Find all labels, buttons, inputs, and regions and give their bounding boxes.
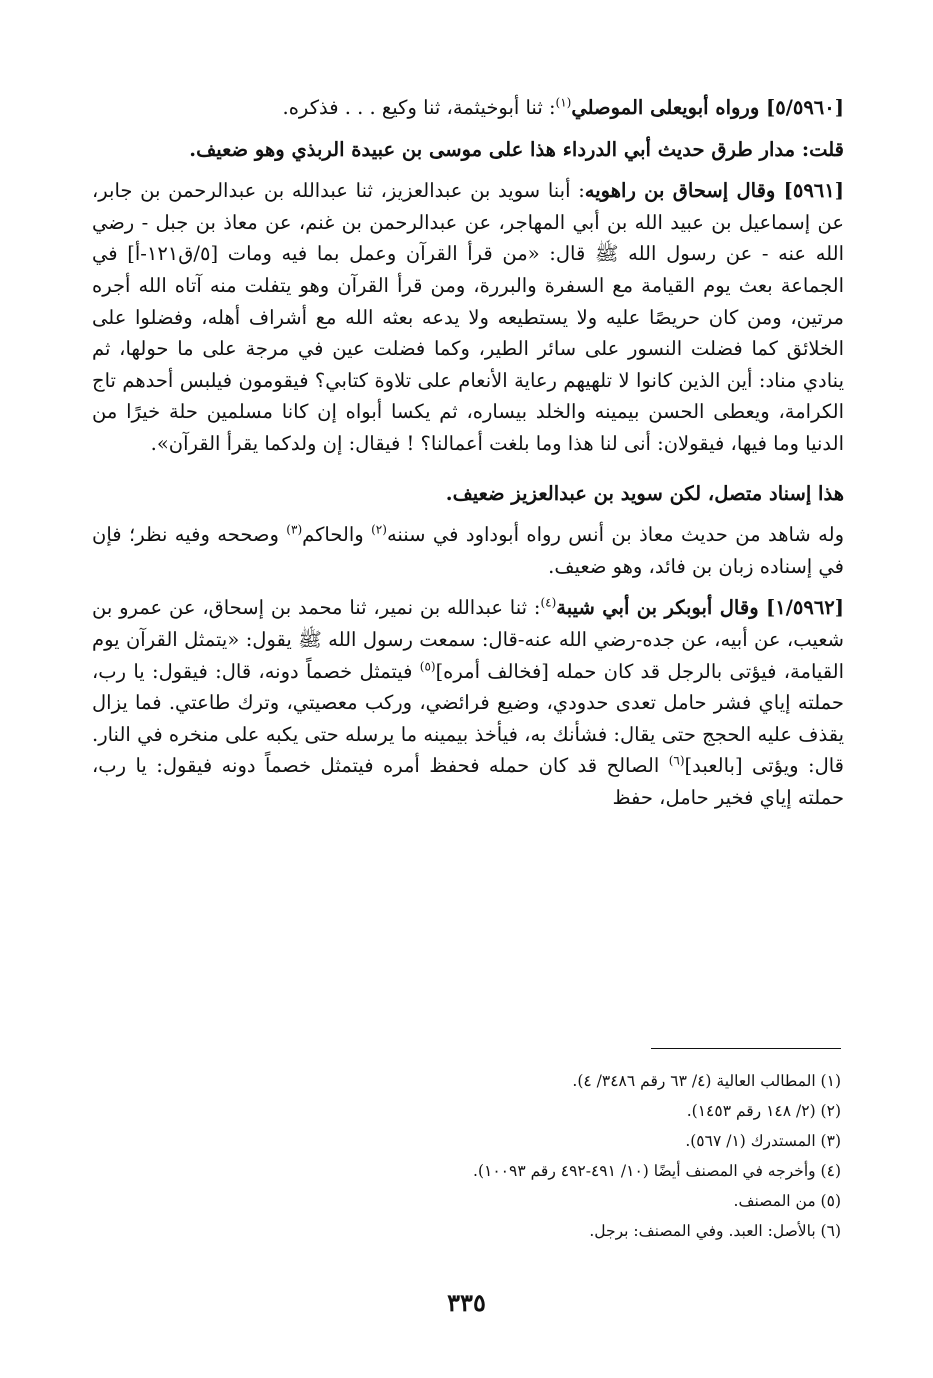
commentary-text: والحاكم (302, 523, 372, 547)
commentary-paragraph (92, 519, 844, 582)
entry-text: : ثنا أبوخيثمة، ثنا وكيع . . . فذكره. (282, 96, 556, 119)
footnote-ref: (٢) (371, 522, 387, 537)
entry-5961 (92, 175, 844, 459)
entry-text: فيتمثل خصماً دونه، قال: فيقول: يا رب، حملته إياي فشر حامل تعدى حدودي، وضيع فرائضي، وركب معصيتي، وترك طاعتي. فما يزال يقذف عليه الحجج حتى يقال: فشأنك به، فيأخذ بيمينه ما يرسله حتى يكبه على منخره في النار. قال: ويؤتى [بالعبد] (92, 659, 844, 778)
entry-heading: وقال أبوبكر بن أبي شيبة (556, 596, 759, 620)
page-number: ٣٣٥ (447, 1288, 486, 1317)
footnote-ref: (٥) (419, 659, 436, 673)
entry-5960 (92, 92, 844, 124)
page-body (92, 92, 844, 813)
footnote-item: (١) المطالب العالية (٤/ ٦٣ رقم ٣٤٨٦/ ٤). (572, 1072, 841, 1090)
footnote-item: (٦) بالأصل: العبد. وفي المصنف: برجل. (589, 1222, 841, 1240)
entry-id: [٥٩٦١] (775, 179, 844, 203)
entry-id: [٥/٥٩٦٠] (759, 96, 844, 119)
footnote-item: (٤) وأخرجه في المصنف أيضًا (١٠/ ٤٩١-٤٩٢ رقم ١٠٠٩٣). (473, 1162, 841, 1180)
footnote-divider (651, 1048, 841, 1049)
entry-id: [١/٥٩٦٢] (758, 596, 845, 620)
entry-5962 (92, 592, 844, 813)
commentary-note: هذا إسناد متصل، لكن سويد بن عبدالعزيز ضعيف. (445, 481, 844, 505)
footnote-ref: (٤) (540, 595, 557, 610)
footnote-ref: (٦) (668, 753, 685, 768)
entry-text: : أبنا سويد بن عبدالعزيز، ثنا عبدالله بن عبدالرحمن بن جابر، عن إسماعيل بن عبيد الله بن أبي المهاجر، عن عبدالرحمن بن غنم، عن معاذ بن جبل - رضي الله عنه - عن رسول الله ﷺ قال: «من قرأ القرآن وعمل بما فيه ومات [٥/ق١٢١-أ] في الجماعة بعث يوم القيامة مع السفرة والبررة، ومن قرأ القرآن وهو يتفلت منه آتاه الله أجره مرتين، ومن كان حريصًا عليه ولا يستطيعه ولا يدعه بعثه الله مع أشراف أهله، وفضلوا على الخلائق كما فضلت النسور على سائر الطير، وكما فضلت عين في مرجة على ما حولها، ثم ينادي مناد: أين الذين كانوا لا تلهيهم رعاية الأنعام على تلاوة كتابي؟ فيقومون فيلبس أحدهم تاج الكرامة، ويعطى الحسن بيمينه والخلد بيساره، ثم يكسا أبواه إن كانا مسلمين حلة خيرًا من الدنيا وما فيها، فيقولان: أنى لنا هذا وما بلغت أعمالنا؟ ! فيقال: إن ولدكما يقرأ القرآن». (92, 179, 844, 455)
footnotes (281, 1066, 841, 1246)
footnote-item: (٥) من المصنف. (733, 1192, 841, 1210)
commentary-text: وله شاهد من حديث معاذ بن أنس رواه أبوداود في سننه (386, 523, 844, 547)
commentary-text: وصححه وفيه نظر؛ فإن في إسناده زبان بن فائد، وهو ضعيف. (92, 523, 844, 578)
entry-heading: وقال إسحاق بن راهويه (584, 179, 776, 203)
footnote-item: (٢) (٢/ ١٤٨ رقم ١٤٥٣). (686, 1102, 841, 1120)
footnote-item: (٣) المستدرك (١/ ٥٦٧). (685, 1132, 841, 1150)
commentary-note: قلت: مدار طرق حديث أبي الدرداء هذا على موسى بن عبيدة الربذي وهو ضعيف. (189, 137, 844, 161)
footnote-ref: (٣) (286, 522, 303, 537)
entry-text: : ثنا عبدالله بن نمير، ثنا محمد بن إسحاق، عن عمرو بن شعيب، عن أبيه، عن جده-رضي الله عنه-قال: سمعت رسول الله ﷺ يقول: «يتمثل القرآن يوم القيامة، فيؤتى بالرجل قد كان حمله [فخالف أمره] (92, 596, 844, 683)
entry-heading: ورواه أبويعلى الموصلي (571, 96, 760, 119)
entry-text: الصالح قد كان حمله فحفظ أمره فيتمثل خصماً دونه فيقول: يا رب، حملته إياي فخير حامل، حفظ (92, 754, 844, 809)
footnote-ref: (١) (555, 95, 572, 110)
